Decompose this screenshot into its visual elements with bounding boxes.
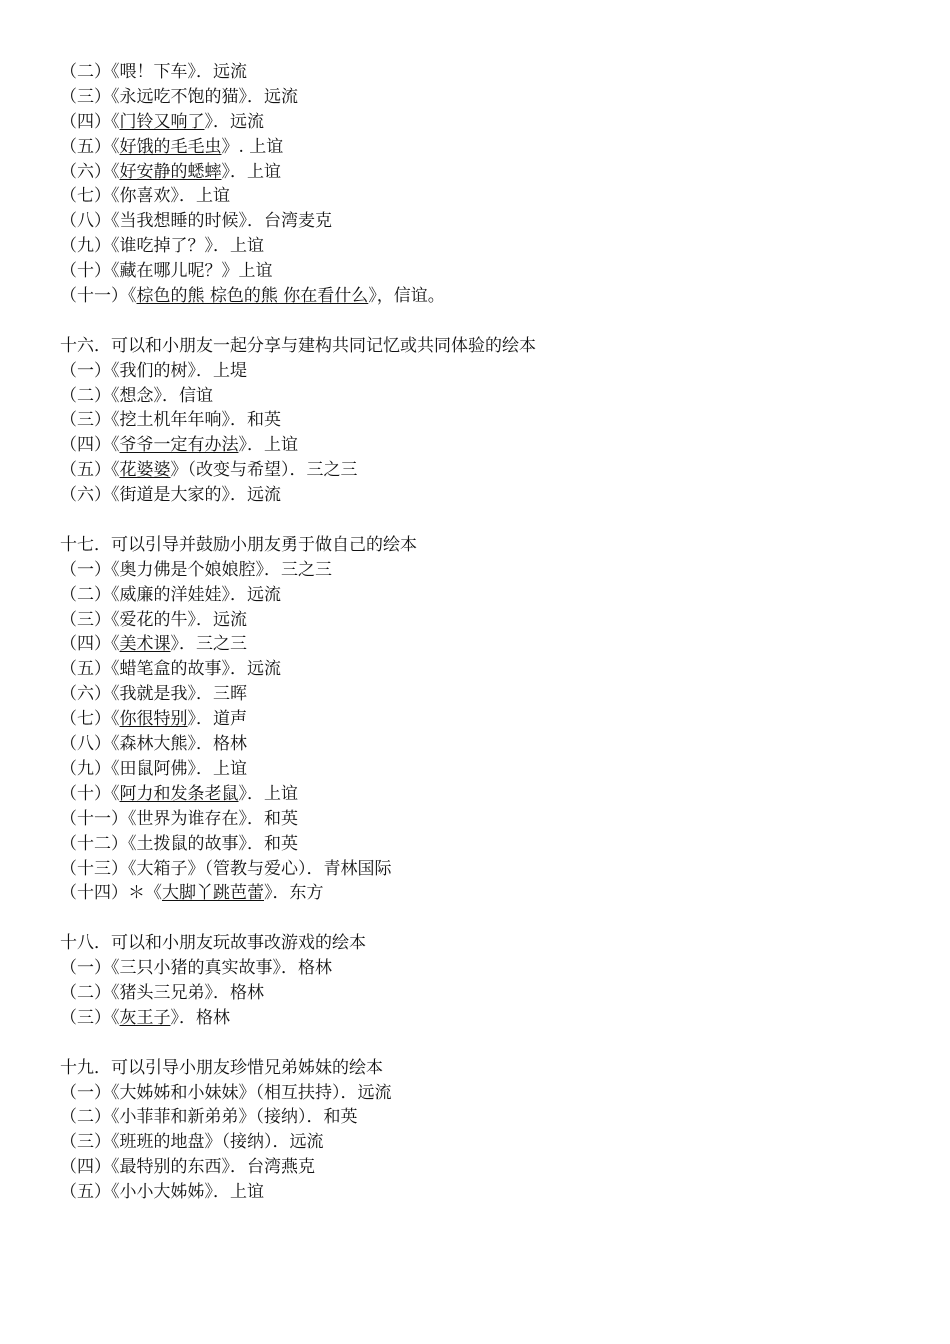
publisher-info: 》．三晖 [187, 684, 247, 705]
item-number: （九） [60, 758, 111, 779]
book-title: 喂！下车 [119, 62, 188, 82]
book-title: 阿力和发条老鼠 [119, 783, 239, 804]
title-open-mark: 《 [128, 286, 137, 307]
item-number: （十一） [60, 286, 128, 307]
book-title: 爱花的牛 [119, 609, 188, 630]
publisher-info: 》. 上谊 [221, 136, 284, 157]
publisher-info: 》．台湾麦克 [238, 211, 332, 232]
item-number: （六） [60, 161, 111, 182]
title-open-mark: 《 [111, 261, 120, 282]
book-title: 大脚丫跳芭蕾 [162, 883, 264, 904]
title-open-mark: 《 [111, 559, 120, 580]
title-open-mark: 《 [111, 783, 120, 804]
book-list-item [60, 209, 890, 234]
book-list-item [60, 558, 890, 583]
title-open-mark: 《 [111, 1182, 120, 1203]
book-title: 我们的树 [119, 360, 188, 381]
book-title: 大姊姊和小妹妹 [119, 1082, 239, 1103]
book-list-item [60, 184, 890, 209]
section-heading: 十八．可以和小朋友玩故事改游戏的绘本 [60, 933, 366, 954]
book-list-item [60, 160, 890, 185]
publisher-info: 》．格林 [272, 958, 332, 979]
item-number: （五） [60, 136, 111, 157]
item-number: （三） [60, 410, 111, 431]
book-title: 田鼠阿佛 [119, 758, 188, 779]
book-title: 街道是大家的 [119, 485, 222, 506]
book-list-item [60, 583, 890, 608]
item-number: （四） [60, 435, 111, 456]
publisher-info: 》．上谊 [204, 236, 264, 257]
book-list-item [60, 732, 890, 757]
book-title: 好饿的毛毛虫 [119, 136, 222, 157]
publisher-info: 》．远流 [187, 609, 247, 630]
book-list-item [60, 956, 890, 981]
book-title: 我就是我 [119, 684, 188, 705]
book-title: 花婆婆 [119, 460, 171, 481]
book-list-item [60, 60, 890, 85]
book-title: 当我想睡的时候 [119, 211, 239, 232]
section-spacer [60, 309, 890, 334]
book-list-item [60, 857, 890, 882]
item-number: （三） [60, 1132, 111, 1153]
item-number: （四） [60, 1157, 111, 1178]
item-number: （七） [60, 709, 111, 730]
book-list-item [60, 881, 890, 906]
publisher-info: 》（改变与希望）．三之三 [170, 460, 358, 481]
title-open-mark: 《 [111, 758, 120, 779]
item-number: （一） [60, 360, 111, 381]
title-open-mark: 《 [111, 385, 120, 406]
title-open-mark: 《 [111, 659, 120, 680]
section-block [60, 533, 890, 906]
publisher-info: 》．上堤 [187, 360, 247, 381]
item-number: （二） [60, 1107, 111, 1128]
publisher-info: 》．台湾燕克 [221, 1157, 315, 1178]
publisher-info: 》（相互扶持）．远流 [238, 1082, 392, 1103]
title-open-mark: 《 [111, 634, 120, 655]
item-number: （十四） [60, 883, 128, 904]
title-open-mark: 《 [111, 136, 120, 157]
item-number: （一） [60, 559, 111, 580]
publisher-info: 》．上谊 [204, 1182, 264, 1203]
publisher-info: 》，信谊。 [368, 286, 445, 307]
title-open-mark: 《 [111, 958, 120, 979]
section-block [60, 334, 890, 508]
publisher-info: 》（接纳）．和英 [238, 1107, 358, 1128]
item-number: （十三） [60, 858, 128, 879]
book-list-item [60, 832, 890, 857]
book-title: 奥力佛是个娘娘腔 [119, 559, 256, 580]
title-open-mark: 《 [111, 211, 120, 232]
book-title: 森林大熊 [119, 734, 188, 755]
title-open-mark: 《 [111, 1007, 120, 1028]
book-title: 小小大姊姊 [119, 1182, 205, 1203]
title-open-mark: 《 [128, 833, 137, 854]
book-list-item [60, 234, 890, 259]
book-title: 小菲菲和新弟弟 [119, 1107, 239, 1128]
publisher-info: 》．三之三 [170, 634, 247, 655]
item-number: （五） [60, 659, 111, 680]
book-title: 蜡笔盒的故事 [119, 659, 222, 680]
publisher-info: 》．远流 [187, 62, 247, 82]
book-list-item [60, 1180, 890, 1205]
title-open-mark: 《 [111, 485, 120, 506]
title-open-mark: ＊《 [128, 883, 162, 904]
section-spacer [60, 1031, 890, 1056]
title-open-mark: 《 [111, 734, 120, 755]
publisher-info: 》．东方 [264, 883, 324, 904]
book-title: 猪头三兄弟 [119, 982, 205, 1003]
publisher-info: 》．格林 [170, 1007, 230, 1028]
book-list-item [60, 682, 890, 707]
item-number: （五） [60, 1182, 111, 1203]
section-heading: 十七．可以引导并鼓励小朋友勇于做自己的绘本 [60, 534, 417, 555]
book-title: 世界为谁存在 [136, 808, 239, 829]
publisher-info: 》．上谊 [221, 161, 281, 182]
book-list-item [60, 259, 890, 284]
book-title: 灰王子 [119, 1007, 171, 1028]
title-open-mark: 《 [111, 86, 120, 107]
item-number: （二） [60, 385, 111, 406]
item-number: （八） [60, 734, 111, 755]
book-list-item [60, 1081, 890, 1106]
title-open-mark: 《 [111, 186, 120, 207]
book-list-item [60, 1155, 890, 1180]
book-list-item [60, 408, 890, 433]
item-number: （七） [60, 186, 111, 207]
book-title: 门铃又响了 [119, 111, 205, 132]
item-number: （六） [60, 684, 111, 705]
book-list-item [60, 284, 890, 309]
publisher-info: 》．远流 [221, 584, 281, 605]
book-title: 想念 [119, 385, 154, 406]
item-number: （五） [60, 460, 111, 481]
title-open-mark: 《 [111, 236, 120, 257]
book-list-item [60, 981, 890, 1006]
publisher-info: 》．远流 [204, 111, 264, 132]
book-title: 你很特别 [119, 709, 188, 730]
section-heading: 十九．可以引导小朋友珍惜兄弟姊妹的绘本 [60, 1057, 383, 1078]
book-title: 三只小猪的真实故事 [119, 958, 273, 979]
book-list-item [60, 135, 890, 160]
item-number: （一） [60, 1082, 111, 1103]
title-open-mark: 《 [111, 609, 120, 630]
item-number: （三） [60, 86, 111, 107]
book-title: 土拨鼠的故事 [136, 833, 239, 854]
item-number: （二） [60, 584, 111, 605]
section-block [60, 1056, 890, 1205]
publisher-info: 》上谊 [221, 261, 273, 282]
publisher-info: 》．上谊 [170, 186, 230, 207]
publisher-info: 》．远流 [221, 485, 281, 506]
item-number: （九） [60, 236, 111, 257]
item-number: （十） [60, 261, 111, 282]
publisher-info: 》．信谊 [153, 385, 213, 406]
book-list-item [60, 782, 890, 807]
book-title: 藏在哪儿呢？ [119, 261, 222, 282]
publisher-info: 》（管教与爱心）．青林国际 [187, 858, 392, 879]
book-list-item [60, 657, 890, 682]
book-list-item [60, 807, 890, 832]
title-open-mark: 《 [128, 858, 137, 879]
publisher-info: 》．和英 [221, 410, 281, 431]
book-list-item [60, 110, 890, 135]
book-title: 永远吃不饱的猫 [119, 86, 239, 107]
publisher-info: 》．上谊 [238, 783, 298, 804]
item-number: （一） [60, 958, 111, 979]
book-list-item [60, 384, 890, 409]
title-open-mark: 《 [128, 808, 137, 829]
publisher-info: 》．和英 [238, 833, 298, 854]
book-title: 棕色的熊 棕色的熊 你在看什么 [136, 286, 369, 307]
section-block [60, 931, 890, 1031]
book-list-item [60, 85, 890, 110]
title-open-mark: 《 [111, 684, 120, 705]
book-list-item [60, 483, 890, 508]
book-title: 大箱子 [136, 858, 188, 879]
publisher-info: 》．道声 [187, 709, 247, 730]
book-title: 爷爷一定有办法 [119, 435, 239, 456]
book-list-item [60, 608, 890, 633]
title-open-mark: 《 [111, 161, 120, 182]
item-number: （三） [60, 1007, 111, 1028]
item-number: （八） [60, 211, 111, 232]
title-open-mark: 《 [111, 435, 120, 456]
book-title: 谁吃掉了？ [119, 236, 205, 257]
title-open-mark: 《 [111, 460, 120, 481]
item-number: （十二） [60, 833, 128, 854]
publisher-info: 》．上谊 [238, 435, 298, 456]
book-list-item [60, 433, 890, 458]
book-list-item [60, 1006, 890, 1031]
publisher-info: 》．上谊 [187, 758, 247, 779]
item-number: （二） [60, 982, 111, 1003]
book-list-item [60, 359, 890, 384]
publisher-info: 》．格林 [204, 982, 264, 1003]
book-list-item [60, 1105, 890, 1130]
book-title: 美术课 [119, 634, 171, 655]
title-open-mark: 《 [111, 62, 120, 82]
item-number: （二） [60, 62, 111, 82]
publisher-info: 》．三之三 [255, 559, 332, 580]
title-open-mark: 《 [111, 1107, 120, 1128]
title-open-mark: 《 [111, 111, 120, 132]
book-title: 好安静的蟋蟀 [119, 161, 222, 182]
title-open-mark: 《 [111, 584, 120, 605]
section-spacer [60, 906, 890, 931]
publisher-info: 》．远流 [238, 86, 298, 107]
item-number: （三） [60, 609, 111, 630]
book-title: 你喜欢 [119, 186, 171, 207]
book-list-item [60, 1130, 890, 1155]
publisher-info: 》．远流 [221, 659, 281, 680]
book-list-item [60, 707, 890, 732]
section-heading: 十六．可以和小朋友一起分享与建构共同记忆或共同体验的绘本 [60, 335, 536, 356]
item-number: （六） [60, 485, 111, 506]
continued-book-list [60, 60, 890, 309]
book-title: 威廉的洋娃娃 [119, 584, 222, 605]
item-number: （十） [60, 783, 111, 804]
title-open-mark: 《 [111, 1157, 120, 1178]
publisher-info: 》（接纳）．远流 [204, 1132, 324, 1153]
publisher-info: 》．格林 [187, 734, 247, 755]
title-open-mark: 《 [111, 1082, 120, 1103]
book-list-item [60, 632, 890, 657]
book-list-item [60, 757, 890, 782]
title-open-mark: 《 [111, 1132, 120, 1153]
item-number: （四） [60, 634, 111, 655]
item-number: （四） [60, 111, 111, 132]
title-open-mark: 《 [111, 360, 120, 381]
publisher-info: 》．和英 [238, 808, 298, 829]
book-list-content [60, 60, 890, 1205]
book-title: 班班的地盘 [119, 1132, 205, 1153]
book-list-item [60, 458, 890, 483]
title-open-mark: 《 [111, 982, 120, 1003]
title-open-mark: 《 [111, 410, 120, 431]
item-number: （十一） [60, 808, 128, 829]
book-title: 最特别的东西 [119, 1157, 222, 1178]
title-open-mark: 《 [111, 709, 120, 730]
section-spacer [60, 508, 890, 533]
book-title: 挖土机年年响 [119, 410, 222, 431]
